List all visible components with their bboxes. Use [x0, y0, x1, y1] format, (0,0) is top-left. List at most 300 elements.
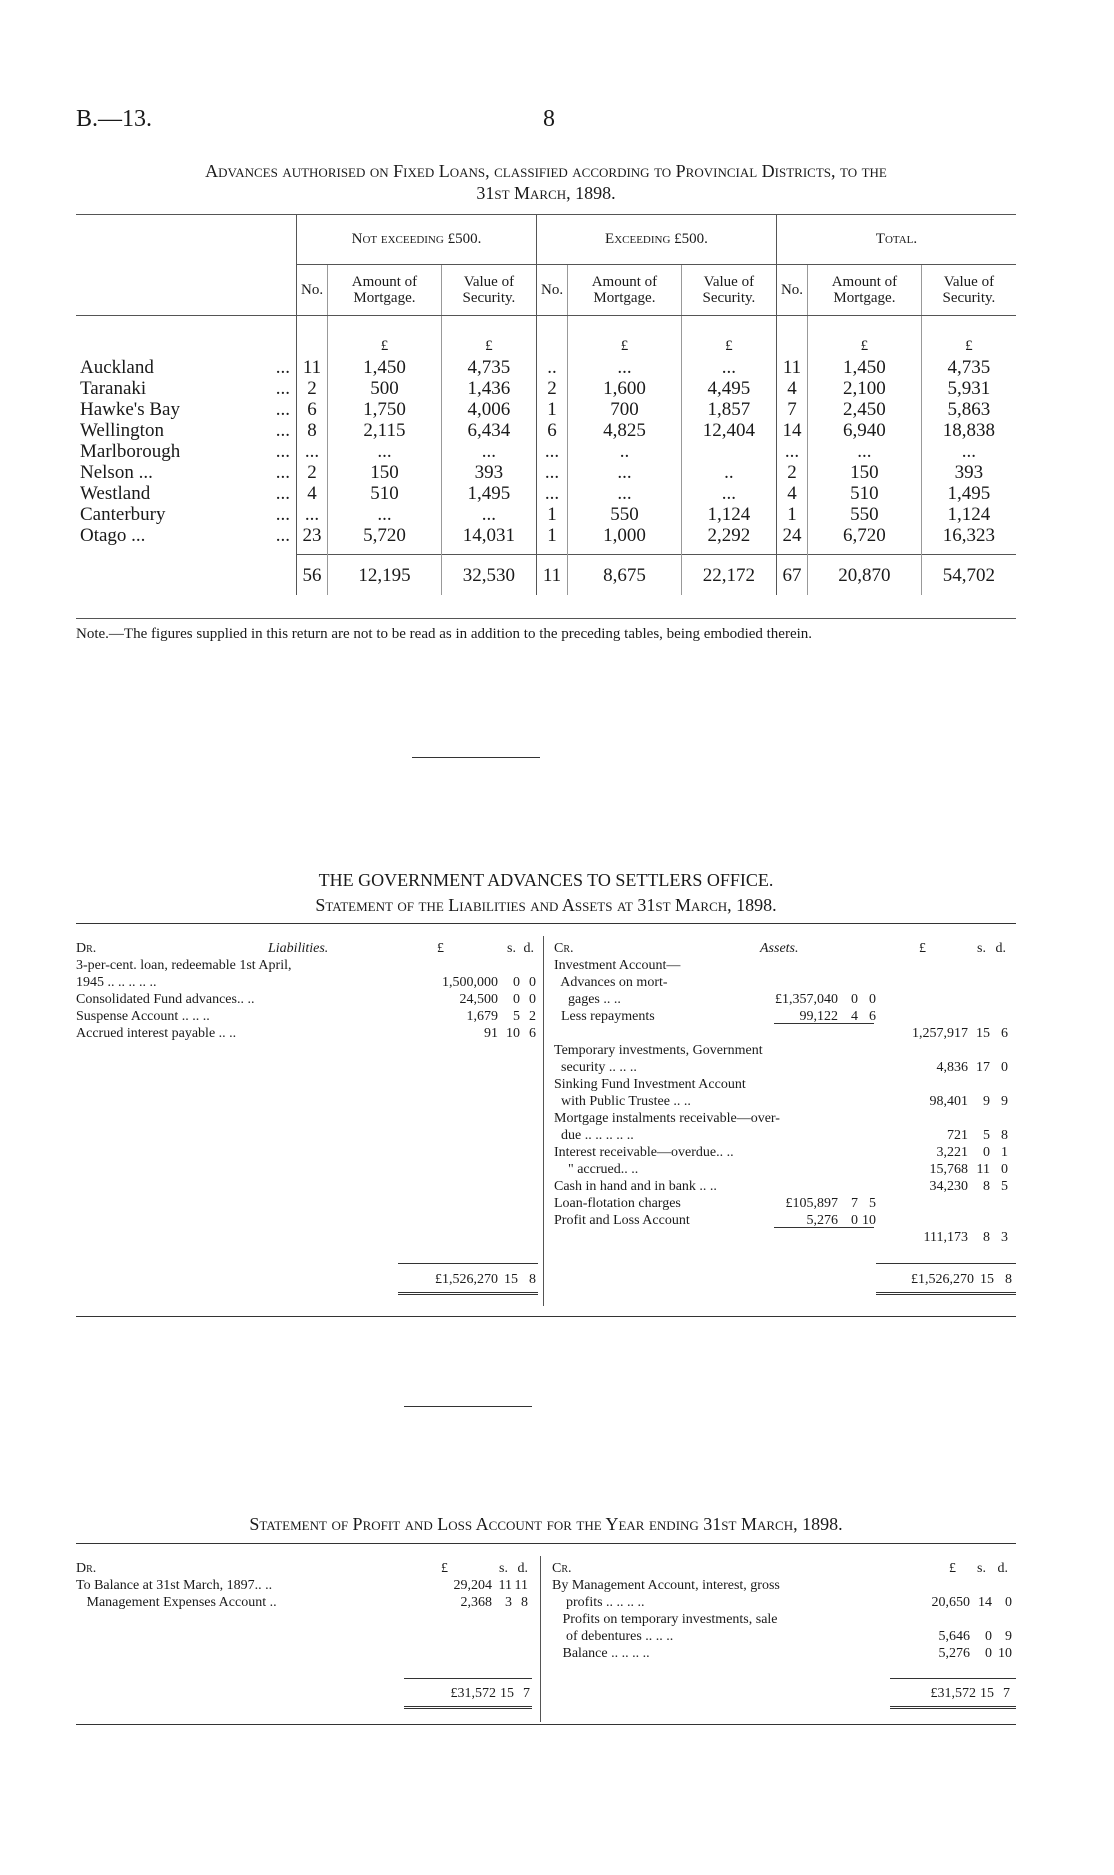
pl-cr-pence: 0 [1005, 1595, 1012, 1610]
asset-shillings: 8 [983, 1230, 990, 1245]
table-cell: 14 [776, 420, 807, 441]
pl-dr-column: Dr. £ s. d. To Balance at 31st March, 1897.. .. 29,204 11 11 Management Expenses Account .. 2,368 3 8 [76, 1560, 536, 1611]
pence-heading: d. [523, 941, 534, 956]
table-cell: 5,931 [921, 378, 1016, 399]
table-cell: 4,825 [568, 420, 682, 441]
liability-shillings: 0 [513, 992, 520, 1007]
pence-heading-assets: d. [995, 941, 1006, 956]
asset-line [554, 1076, 1016, 1093]
table-cell: 11 [776, 357, 807, 378]
table-cell: 2 [297, 378, 328, 399]
liability-pounds: 1,500,000 [442, 975, 498, 990]
unit-label: £ [328, 316, 442, 358]
pl-cr-total-rule [890, 1678, 1016, 1679]
asset-text: with Public Trustee .. .. [554, 1094, 691, 1109]
pl-cr-line [552, 1611, 1016, 1628]
table-cell: 2,100 [808, 378, 922, 399]
asset-pence: 1 [1001, 1145, 1008, 1160]
asset-pounds: 3,221 [936, 1145, 968, 1160]
table-cell: .. [568, 441, 682, 462]
unit-label: £ [808, 316, 922, 358]
district-name: Canterbury [80, 504, 166, 525]
table-cell: 1,124 [681, 504, 776, 525]
table-cell: ... [808, 441, 922, 462]
table-cell: ... [568, 483, 682, 504]
pl-cr-line [552, 1628, 1016, 1645]
table-cell [681, 441, 776, 462]
table-cell: ... [568, 357, 682, 378]
table-cell: 14,031 [441, 525, 536, 555]
pl-dr-pence: 8 [521, 1595, 528, 1610]
table-cell: ... [681, 483, 776, 504]
table-cell: 1 [536, 504, 567, 525]
column-header-4: Amount of Mortgage. [568, 265, 682, 316]
table-cell: 1,857 [681, 399, 776, 420]
table-cell: 1,495 [441, 483, 536, 504]
table-row [76, 441, 1016, 462]
table-cell: 1 [536, 399, 567, 420]
liabilities-column [76, 940, 546, 1042]
table-cell: 6,940 [808, 420, 922, 441]
total-cell: 11 [536, 555, 567, 596]
table-cell: 150 [328, 462, 442, 483]
pl-cr-total: £31,572 15 7 [930, 1686, 1010, 1701]
table-cell: 2 [776, 462, 807, 483]
table-cell: 1,750 [328, 399, 442, 420]
table-cell: 1,495 [921, 483, 1016, 504]
office-title: THE GOVERNMENT ADVANCES TO SETTLERS OFFICE. [318, 870, 774, 890]
asset-line [554, 1229, 1016, 1246]
table-cell: ... [536, 441, 567, 462]
asset-line [554, 1093, 1016, 1110]
asset-text: Temporary investments, Government [554, 1043, 763, 1058]
pl-cr-pounds: 20,650 [931, 1595, 970, 1610]
leader-dots: ... [275, 504, 290, 525]
district-name: Taranaki [80, 378, 147, 399]
table-cell: 1,000 [568, 525, 682, 555]
table-cell: ... [328, 504, 442, 525]
liability-pence: 0 [529, 992, 536, 1007]
asset-text: security .. .. .. [554, 1060, 637, 1075]
table-cell: 5,720 [328, 525, 442, 555]
asset-shillings: 0 [983, 1145, 990, 1160]
asset-line [554, 1178, 1016, 1195]
leader-dots: ... [275, 357, 290, 378]
table-cell: 1,124 [921, 504, 1016, 525]
assets-total: £1,526,270 15 8 [911, 1272, 1012, 1287]
pl-cr-line [552, 1645, 1016, 1662]
asset-pounds: 1,257,917 [912, 1026, 968, 1041]
asset-inner-pounds: £1,357,040 [775, 992, 838, 1007]
pl-cr-line [552, 1594, 1016, 1611]
table-cell: 8 [297, 420, 328, 441]
asset-pence: 0 [1001, 1060, 1008, 1075]
table-cell: 510 [808, 483, 922, 504]
table-cell: 6 [536, 420, 567, 441]
pound-heading: £ [437, 941, 444, 956]
asset-line [554, 1025, 1016, 1042]
unit-label: £ [921, 316, 1016, 358]
pl-cr-text: Balance .. .. .. .. [552, 1646, 650, 1661]
group-header-not-exceeding: Not exceeding £500. [297, 214, 537, 265]
pl-dr-text: To Balance at 31st March, 1897.. .. [76, 1578, 273, 1593]
assets-column [554, 940, 1016, 1246]
liability-pounds: 91 [484, 1026, 498, 1041]
asset-inner-pence: 6 [869, 1009, 876, 1024]
asset-text: Investment Account— [554, 958, 681, 973]
advances-title-line1: Advances authorised on Fixed Loans, classified according to Provincial Districts, to the [205, 161, 887, 181]
total-cell: 20,870 [808, 555, 922, 596]
asset-inner-shillings: 4 [851, 1009, 858, 1024]
pl-dr-line [76, 1594, 536, 1611]
asset-text: Interest receivable—overdue.. .. [554, 1145, 734, 1160]
liability-text: 1945 .. .. .. .. .. [76, 975, 157, 990]
table-cell: 16,323 [921, 525, 1016, 555]
asset-line [554, 1110, 1016, 1127]
table-row [76, 504, 1016, 525]
unit-label: £ [681, 316, 776, 358]
leader-dots: ... [275, 525, 290, 547]
pl-dr-shillings: 11 [498, 1578, 512, 1593]
pl-cr-shillings: 0 [985, 1629, 992, 1644]
asset-pounds: 15,768 [929, 1162, 968, 1177]
pl-dr-line [76, 1577, 536, 1594]
liability-shillings: 0 [513, 975, 520, 990]
asset-shillings: 15 [976, 1026, 990, 1041]
asset-line [554, 1127, 1016, 1144]
liab-total-double-rule [398, 1292, 538, 1295]
asset-line [554, 974, 1016, 991]
total-cell: 8,675 [568, 555, 682, 596]
asset-text: Sinking Fund Investment Account [554, 1077, 746, 1092]
table-row [76, 525, 1016, 555]
table-cell: ... [568, 462, 682, 483]
liability-pounds: 1,679 [466, 1009, 498, 1024]
asset-text: Loan-flotation charges [554, 1196, 681, 1211]
liability-shillings: 10 [506, 1026, 520, 1041]
profit-loss-title: Statement of Profit and Loss Account for the Year ending 31st March, 1898. [249, 1514, 843, 1534]
liability-shillings: 5 [513, 1009, 520, 1024]
asset-shillings: 8 [983, 1179, 990, 1194]
table-cell: 4 [776, 483, 807, 504]
asset-pounds: 111,173 [923, 1230, 968, 1245]
table-cell: 2,450 [808, 399, 922, 420]
total-cell: 56 [297, 555, 328, 596]
table-cell: 23 [297, 525, 328, 555]
table-cell: ... [297, 504, 328, 525]
leader-dots: ... [275, 378, 290, 399]
asset-inner-pounds: 99,122 [799, 1009, 838, 1024]
table-cell: 2 [536, 378, 567, 399]
pl-dr-pence: 11 [514, 1578, 528, 1593]
pl-cr-text: Profits on temporary investments, sale [552, 1612, 778, 1627]
table-cell: ... [536, 462, 567, 483]
pl-dr-shillings: 3 [505, 1595, 512, 1610]
pl-dr-double-rule [404, 1706, 532, 1709]
table-cell: 4,495 [681, 378, 776, 399]
asset-text: gages .. .. [554, 992, 621, 1007]
asset-pounds: 34,230 [929, 1179, 968, 1194]
table-cell: 4 [297, 483, 328, 504]
liability-pence: 2 [529, 1009, 536, 1024]
column-header-0: No. [297, 265, 328, 316]
asset-line [554, 1144, 1016, 1161]
subtotal-rule [774, 1023, 874, 1024]
table-cell: ... [441, 504, 536, 525]
pl-cr-label: Cr. [552, 1561, 572, 1576]
leader-dots: ... [275, 399, 290, 420]
asset-text: " accrued.. .. [554, 1162, 639, 1177]
asset-pence: 3 [1001, 1230, 1008, 1245]
asset-text: Less repayments [554, 1009, 655, 1024]
table-cell: ... [441, 441, 536, 462]
asset-line [554, 991, 1016, 1008]
advances-title-line2: 31st March, 1898. [476, 183, 616, 203]
dr-label: Dr. [76, 941, 97, 956]
table-cell: 4,735 [441, 357, 536, 378]
asset-text: Cash in hand and in bank .. .. [554, 1179, 717, 1194]
table-cell: 7 [776, 399, 807, 420]
pl-cr-text: By Management Account, interest, gross [552, 1578, 780, 1593]
table-cell: 4,735 [921, 357, 1016, 378]
table-cell: 1 [776, 504, 807, 525]
group-header-exceeding: Exceeding £500. [536, 214, 776, 265]
table-cell: 393 [441, 462, 536, 483]
liability-text: Suspense Account .. .. .. [76, 1009, 210, 1024]
asset-total-rule [876, 1263, 1016, 1264]
liabilities-label: Liabilities. [268, 941, 329, 956]
asset-pence: 9 [1001, 1094, 1008, 1109]
shilling-heading: s. [507, 941, 516, 956]
asset-shillings: 9 [983, 1094, 990, 1109]
leader-dots: ... [275, 462, 290, 483]
subtotal-rule [774, 1227, 874, 1228]
balance-top-rule [76, 923, 1016, 924]
section-divider [412, 757, 540, 758]
asset-inner-shillings: 0 [851, 992, 858, 1007]
asset-inner-pence: 5 [869, 1196, 876, 1211]
table-cell: 12,404 [681, 420, 776, 441]
district-name: Hawke's Bay [80, 399, 180, 420]
pl-dr-pounds: 29,204 [453, 1578, 492, 1593]
table-row [76, 483, 1016, 504]
liability-line [76, 957, 546, 974]
table-cell: ... [328, 441, 442, 462]
asset-pence: 0 [1001, 1162, 1008, 1177]
pl-top-rule [76, 1543, 1016, 1544]
advances-table [76, 214, 1016, 595]
column-header-1: Amount of Mortgage. [328, 265, 442, 316]
leader-dots: ... [275, 420, 290, 441]
district-name: Otago ... [80, 525, 146, 547]
shilling-heading-assets: s. [977, 941, 986, 956]
pl-cr-pounds: 5,276 [938, 1646, 970, 1661]
column-header-8: Value of Security. [921, 265, 1016, 316]
liability-text: Consolidated Fund advances.. .. [76, 992, 255, 1007]
asset-inner-shillings: 7 [851, 1196, 858, 1211]
asset-text: due .. .. .. .. .. [554, 1128, 634, 1143]
liabilities-total: £1,526,270 15 8 [435, 1272, 536, 1287]
asset-line [554, 1195, 1016, 1212]
table-cell: ... [921, 441, 1016, 462]
asset-inner-pence: 0 [869, 992, 876, 1007]
table-cell: 1 [536, 525, 567, 555]
district-name: Wellington [80, 420, 164, 441]
table-row [76, 378, 1016, 399]
asset-shillings: 5 [983, 1128, 990, 1143]
column-header-3: No. [536, 265, 567, 316]
asset-shillings: 17 [976, 1060, 990, 1075]
district-name: Marlborough [80, 441, 181, 462]
table-row [76, 357, 1016, 378]
pl-column-divider [540, 1556, 541, 1722]
leader-dots: ... [275, 441, 290, 462]
column-header-2: Value of Security. [441, 265, 536, 316]
table-cell: ... [536, 483, 567, 504]
asset-inner-pounds: £105,897 [785, 1196, 838, 1211]
asset-line [554, 1042, 1016, 1059]
document-code: B.—13. [76, 106, 153, 132]
district-name: Auckland [80, 357, 154, 378]
column-header-5: Value of Security. [681, 265, 776, 316]
pl-cr-line [552, 1577, 1016, 1594]
pl-dr-label: Dr. [76, 1561, 97, 1576]
table-row [76, 399, 1016, 420]
pl-dr-pounds: 2,368 [460, 1595, 492, 1610]
pl-dr-text: Management Expenses Account .. [76, 1595, 277, 1610]
asset-pounds: 4,836 [936, 1060, 968, 1075]
table-cell: ... [297, 441, 328, 462]
table-cell: 6,720 [808, 525, 922, 555]
pl-dr-total: £31,572 15 7 [450, 1686, 530, 1701]
column-header-6: No. [776, 265, 807, 316]
district-name: Westland [80, 483, 151, 504]
advances-title [76, 160, 1016, 204]
pl-dr-total-rule [404, 1678, 532, 1679]
asset-total-double-rule [876, 1292, 1016, 1295]
table-cell: 1,450 [808, 357, 922, 378]
table-cell: 150 [808, 462, 922, 483]
unit-label: £ [441, 316, 536, 358]
table-cell: 24 [776, 525, 807, 555]
group-header-total: Total. [776, 214, 1016, 265]
table-row [76, 420, 1016, 441]
district-name: Nelson ... [80, 462, 153, 483]
table-cell: 11 [297, 357, 328, 378]
total-cell: 32,530 [441, 555, 536, 596]
liability-line [76, 1025, 546, 1042]
table-cell: 550 [568, 504, 682, 525]
page-number: 8 [543, 106, 555, 132]
asset-line [554, 1059, 1016, 1076]
liability-pounds: 24,500 [459, 992, 498, 1007]
total-cell: 67 [776, 555, 807, 596]
table-cell: 2,292 [681, 525, 776, 555]
table-bottom-rule [76, 618, 1016, 619]
pl-cr-pence: 10 [998, 1646, 1012, 1661]
pl-cr-pence: 9 [1005, 1629, 1012, 1644]
table-cell: 500 [328, 378, 442, 399]
table-cell: 1,436 [441, 378, 536, 399]
balance-bottom-rule [76, 1316, 1016, 1317]
cr-label: Cr. [554, 941, 574, 956]
unit-label: £ [568, 316, 682, 358]
liability-text: Accrued interest payable .. .. [76, 1026, 237, 1041]
table-note: Note.—The figures supplied in this return are not to be read as in addition to the preceding tables, being embodied therein. [76, 626, 813, 642]
table-cell: 550 [808, 504, 922, 525]
pl-cr-text: profits .. .. .. .. [552, 1595, 645, 1610]
table-cell: ... [776, 441, 807, 462]
blank-header [76, 214, 262, 265]
asset-inner-pounds: 5,276 [806, 1213, 838, 1228]
column-header-7: Amount of Mortgage. [808, 265, 922, 316]
pl-cr-shillings: 14 [978, 1595, 992, 1610]
liability-pence: 6 [529, 1026, 536, 1041]
pl-cr-shillings: 0 [985, 1646, 992, 1661]
table-cell: 5,863 [921, 399, 1016, 420]
table-cell: 6,434 [441, 420, 536, 441]
liability-line [76, 1008, 546, 1025]
table-cell: 6 [297, 399, 328, 420]
assets-label: Assets. [760, 941, 799, 956]
balance-column-divider [543, 936, 544, 1306]
pl-cr-text: of debentures .. .. .. [552, 1629, 674, 1644]
asset-inner-pence: 10 [862, 1213, 876, 1228]
total-cell: 22,172 [681, 555, 776, 596]
table-cell: 4,006 [441, 399, 536, 420]
table-cell: ... [681, 357, 776, 378]
pl-cr-pounds: 5,646 [938, 1629, 970, 1644]
table-cell: .. [681, 462, 776, 483]
liability-text: 3-per-cent. loan, redeemable 1st April, [76, 958, 292, 973]
table-cell: 393 [921, 462, 1016, 483]
liab-total-rule [398, 1263, 538, 1264]
asset-pounds: 721 [947, 1128, 968, 1143]
table-cell: 1,600 [568, 378, 682, 399]
asset-pence: 8 [1001, 1128, 1008, 1143]
asset-text: Profit and Loss Account [554, 1213, 690, 1228]
table-cell: 1,450 [328, 357, 442, 378]
table-cell: 18,838 [921, 420, 1016, 441]
liability-line [76, 991, 546, 1008]
asset-text: Mortgage instalments receivable—over- [554, 1111, 780, 1126]
asset-text: Advances on mort- [554, 975, 668, 990]
asset-pounds: 98,401 [929, 1094, 968, 1109]
total-cell: 12,195 [328, 555, 442, 596]
asset-line [554, 1161, 1016, 1178]
section-divider-2 [404, 1406, 532, 1407]
total-cell: 54,702 [921, 555, 1016, 596]
table-cell: .. [536, 357, 567, 378]
liability-line [76, 974, 546, 991]
table-cell: 510 [328, 483, 442, 504]
table-row [76, 462, 1016, 483]
table-cell: 2 [297, 462, 328, 483]
leader-dots: ... [275, 483, 290, 504]
table-cell: 700 [568, 399, 682, 420]
pl-cr-double-rule [890, 1706, 1016, 1709]
pl-bottom-rule [76, 1724, 1016, 1725]
asset-pence: 6 [1001, 1026, 1008, 1041]
table-cell: 2,115 [328, 420, 442, 441]
asset-pence: 5 [1001, 1179, 1008, 1194]
asset-shillings: 11 [976, 1162, 990, 1177]
pl-cr-column: Cr. £ s. d. By Management Account, interest, gross profits .. .. .. .. 20,650 14 0 Profits on temporary investments, sale of debentures .. .. .. 5,646 0 9 Balance .. .. .. .. 5,276 0 10 [552, 1560, 1016, 1662]
pound-heading-assets: £ [919, 941, 926, 956]
balance-statement-title: Statement of the Liabilities and Assets at 31st March, 1898. [315, 895, 777, 915]
table-cell: 4 [776, 378, 807, 399]
liability-pence: 0 [529, 975, 536, 990]
